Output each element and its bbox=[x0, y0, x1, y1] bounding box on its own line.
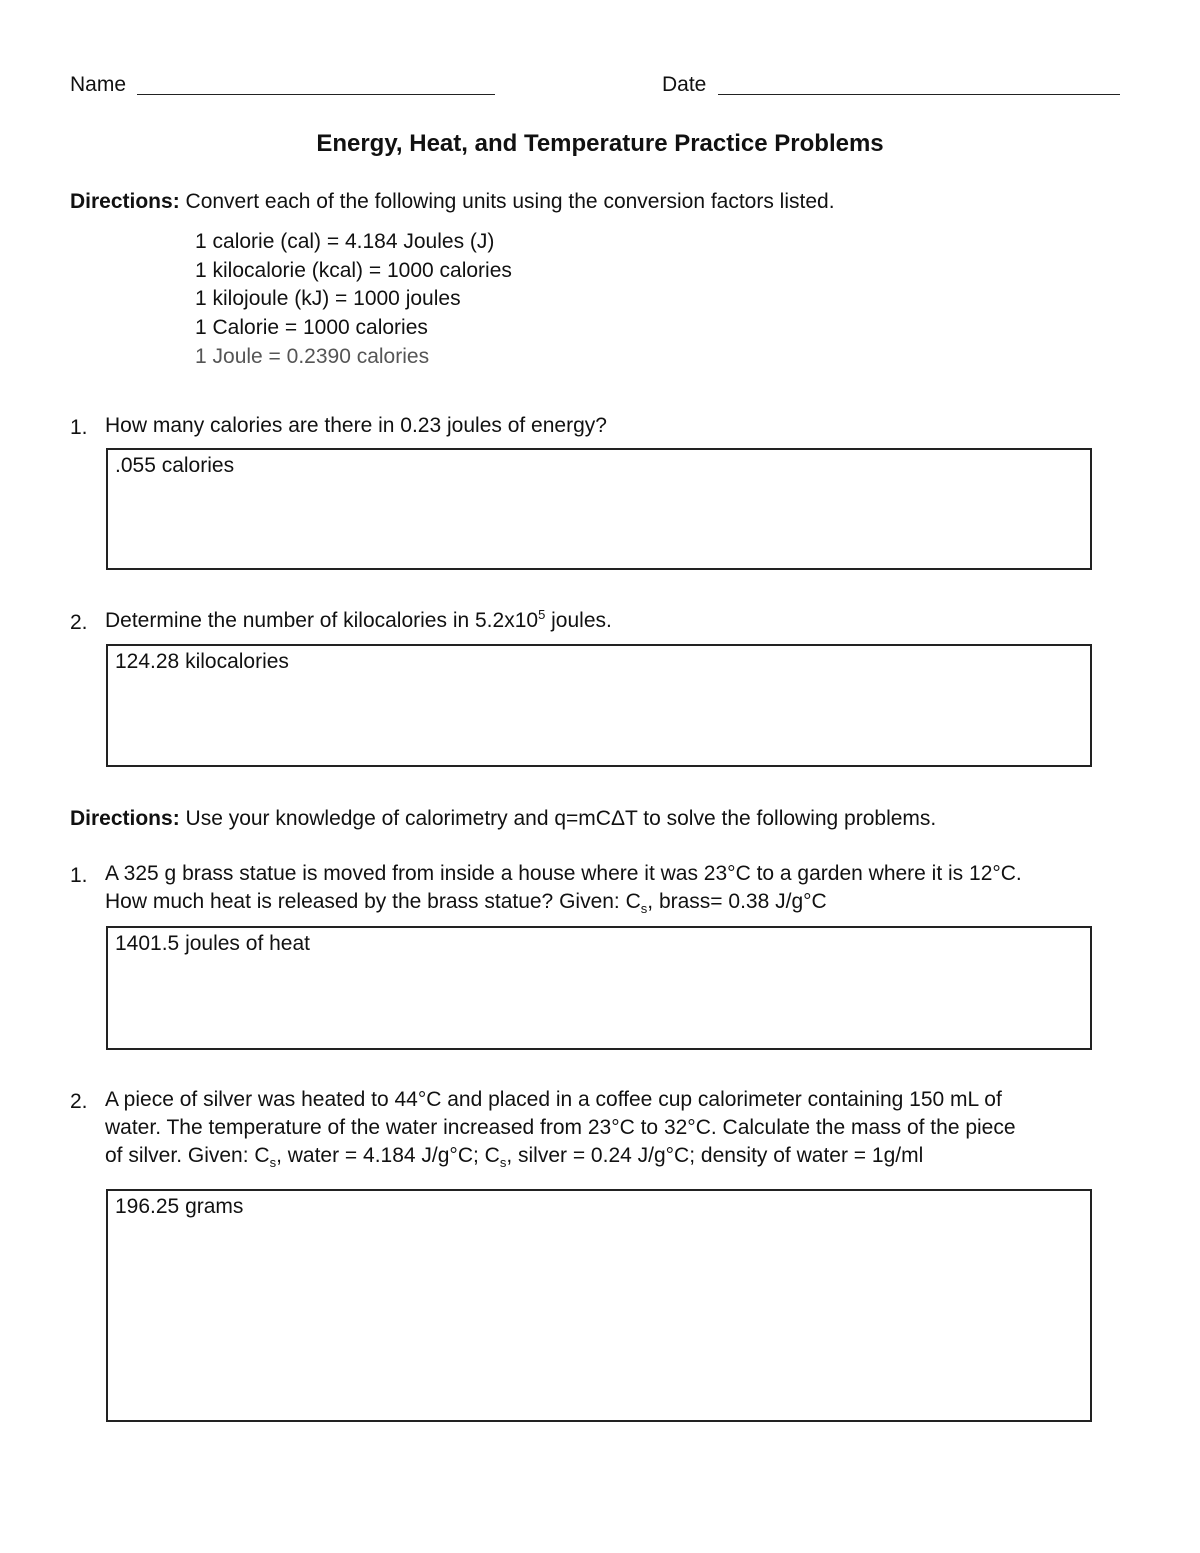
conversion-factor: 1 calorie (cal) = 4.184 Joules (J) bbox=[195, 230, 495, 253]
directions-conversion bbox=[70, 190, 835, 214]
directions-label: Directions: bbox=[70, 190, 180, 213]
date-field-line[interactable] bbox=[718, 94, 1120, 95]
name-field-line[interactable] bbox=[137, 94, 495, 95]
answer-text: 196.25 grams bbox=[115, 1195, 244, 1218]
question-text: A piece of silver was heated to 44°C and placed in a coffee cup calorimeter containing 150 mL of water. The temperature of the water increased from 23°C to 32°C. Calculate the mass of the piece of silver. Given: $C_s$, water = 4.184 J/g°C; $C_s$, silver = 0.24 J/g°C; density of water = 1g/ml bbox=[105, 1088, 1016, 1171]
answer-box[interactable] bbox=[106, 926, 1092, 1050]
conversion-factor: 1 kilojoule (kJ) = 1000 joules bbox=[195, 287, 461, 310]
question-number: 2. bbox=[70, 611, 88, 634]
date-label: Date bbox=[662, 73, 707, 96]
conversion-factor: 1 kilocalorie (kcal) = 1000 calories bbox=[195, 259, 512, 282]
directions-text: Use your knowledge of calorimetry and q=mCΔT to solve the following problems. bbox=[179, 807, 937, 830]
question-number: 1. bbox=[70, 864, 88, 887]
answer-text: 124.28 kilocalories bbox=[115, 650, 289, 673]
answer-box[interactable] bbox=[106, 1189, 1092, 1422]
directions-label: Directions: bbox=[70, 807, 180, 830]
answer-text: 1401.5 joules of heat bbox=[115, 932, 310, 955]
answer-box[interactable] bbox=[106, 448, 1092, 570]
question-number: 1. bbox=[70, 416, 88, 439]
question-text: How many calories are there in 0.23 joules of energy? bbox=[105, 414, 607, 437]
question-text: A 325 g brass statue is moved from inside a house where it was 23°C to a garden where it is 12°C. How much heat is released by the brass statue? Given: $C_s$, brass= 0.38 J/g°C bbox=[105, 862, 1022, 917]
name-label: Name bbox=[70, 73, 127, 96]
page-title: Energy, Heat, and Temperature Practice Problems bbox=[316, 130, 884, 157]
question-number: 2. bbox=[70, 1090, 88, 1113]
answer-box[interactable] bbox=[106, 644, 1092, 767]
conversion-factor: 1 Calorie = 1000 calories bbox=[195, 316, 428, 339]
directions-calorimetry bbox=[70, 807, 936, 831]
conversion-factor: 1 Joule = 0.2390 calories bbox=[195, 345, 430, 368]
answer-text: .055 calories bbox=[115, 454, 235, 477]
question-text: Determine the number of kilocalories in $5.2x10^5$ joules. bbox=[105, 607, 612, 632]
directions-text: Convert each of the following units using the conversion factors listed. bbox=[179, 190, 835, 213]
